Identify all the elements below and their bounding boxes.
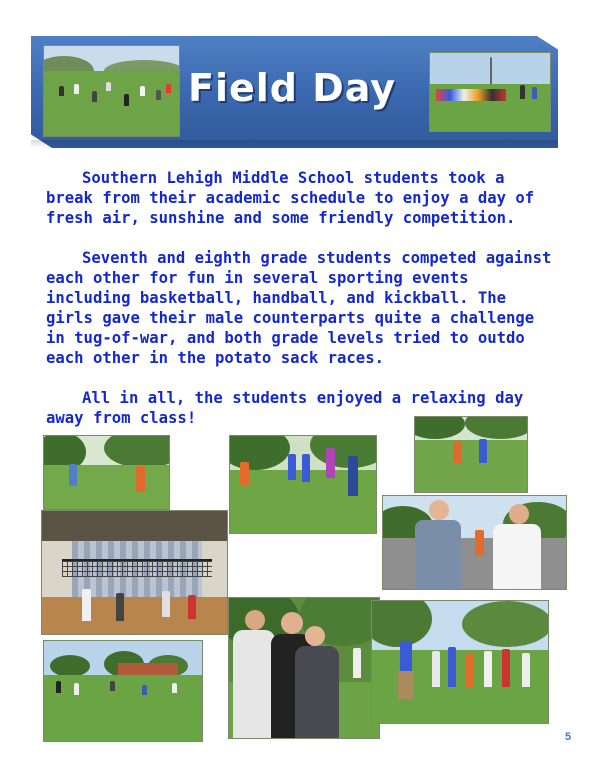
photo-staff-group (228, 597, 380, 739)
article-paragraph: Southern Lehigh Middle School students took a break from their academic schedule to enjoy a day of fresh air, sunshine and some friendly competition. (46, 169, 535, 227)
photo-potato-sack-race (371, 600, 549, 724)
photo-field-wide (43, 640, 203, 742)
photo-thumbs-up (382, 495, 567, 590)
article-paragraph: All in all, the students enjoyed a relaxing day away from class! (46, 389, 524, 427)
page-title: Field Day (188, 66, 396, 110)
banner-photo-field-overview (43, 45, 180, 137)
photo-kickball (229, 435, 377, 534)
photo-volleyball-gym (41, 510, 228, 635)
photo-soccer-goal (43, 435, 170, 510)
banner-shadow (31, 140, 558, 148)
article-body (46, 168, 558, 448)
page-number: 5 (565, 731, 572, 743)
article-paragraph: Seventh and eighth grade students competed against each other for fun in several sporting events including basketball, handball, and kickball. The girls gave their male counterparts quite a challenge in tug-of-war, and both grade levels tried to outdo each other in the potato sack races. (46, 249, 552, 367)
photo-cones-race (414, 416, 528, 493)
banner-photo-spectators (429, 52, 551, 132)
